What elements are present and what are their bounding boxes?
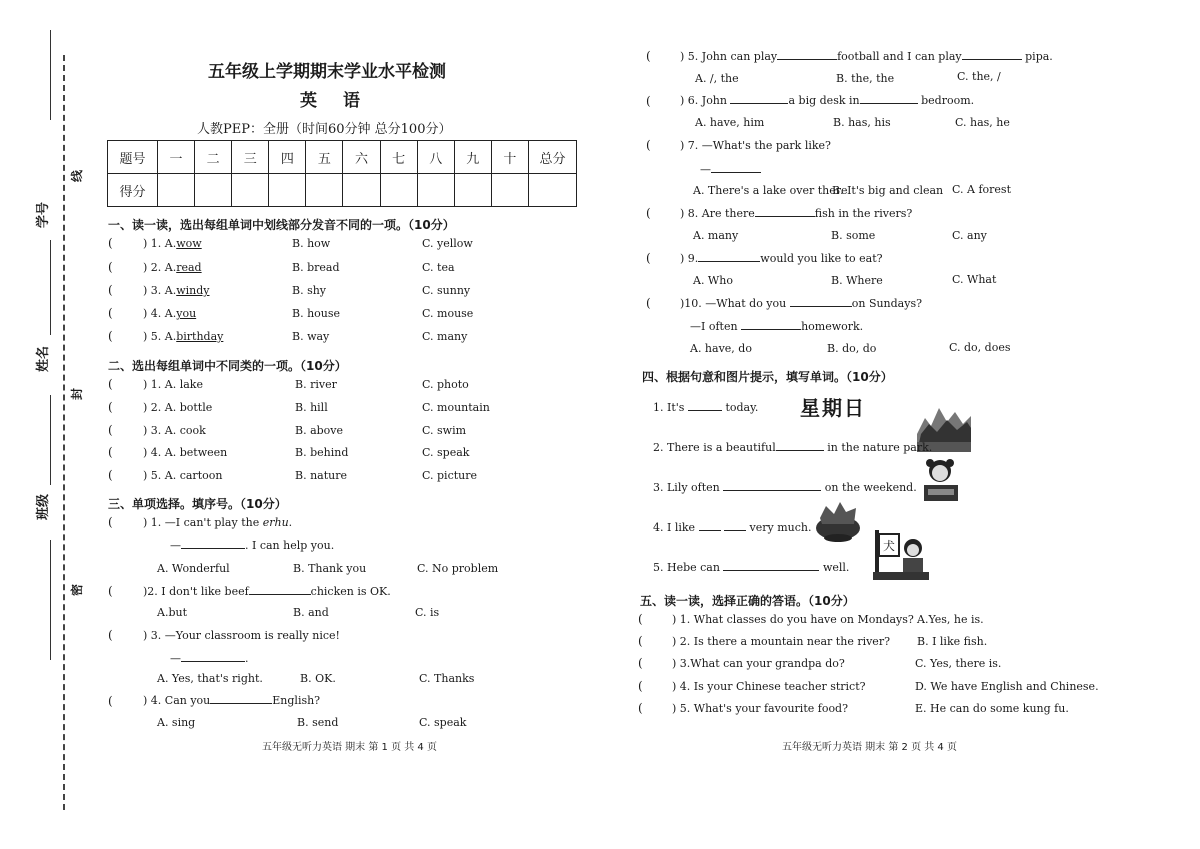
- class-blank-line-2: [50, 540, 51, 660]
- option-b: B. hill: [295, 401, 328, 414]
- fill-blank[interactable]: [860, 94, 918, 104]
- question-number: ) 5. A.birthday: [143, 330, 224, 343]
- question-text: ) 1. —I can't play the erhu.: [143, 516, 293, 529]
- score-cell: 三: [232, 141, 269, 174]
- exam-title: 五年级上学期期末学业水平检测: [208, 62, 446, 82]
- fill-blank[interactable]: [790, 297, 852, 307]
- match-question: ) 3.What can your grandpa do?: [672, 657, 845, 670]
- exam-info: 人教PEP：全册（时间60分钟 总分100分）: [197, 122, 452, 137]
- fill-blank[interactable]: [962, 50, 1022, 60]
- answer-paren[interactable]: (: [108, 445, 113, 459]
- match-answer: D. We have English and Chinese.: [915, 680, 1099, 693]
- seal-char-line: 线: [70, 169, 84, 182]
- option-c: C. the, /: [957, 70, 1001, 83]
- answer-paren[interactable]: (: [638, 656, 643, 670]
- option-a: A. have, him: [695, 116, 765, 129]
- answer-paren[interactable]: (: [108, 377, 113, 391]
- option-c: C. is: [415, 606, 440, 619]
- score-input-cell[interactable]: [529, 174, 577, 207]
- score-cell: 题号: [108, 141, 158, 174]
- fill-blank[interactable]: [698, 252, 760, 262]
- answer-paren[interactable]: (: [108, 628, 113, 642]
- question-text: ) 5. John can play football and I can play pipa.: [680, 50, 1053, 63]
- fill-sentence: 2. There is a beautiful in the nature park.: [653, 441, 933, 454]
- option-c: C. mouse: [422, 307, 474, 320]
- option-a: A. sing: [157, 716, 196, 729]
- answer-paren[interactable]: (: [108, 306, 113, 320]
- answer-paren[interactable]: (: [638, 634, 643, 648]
- score-input-cell[interactable]: [343, 174, 380, 207]
- score-cell: 总分: [529, 141, 577, 174]
- fill-blank[interactable]: [711, 163, 761, 173]
- question-text: —I often homework.: [690, 320, 864, 333]
- option-b: B. Thank you: [293, 562, 367, 575]
- cooking-girl-picture: [918, 455, 968, 503]
- option-c: C. do, does: [949, 341, 1011, 354]
- option-b: B. the, the: [836, 72, 895, 85]
- option-c: C. What: [952, 273, 997, 286]
- fill-sentence: 3. Lily often on the weekend.: [653, 481, 917, 494]
- fill-blank[interactable]: [776, 441, 824, 451]
- option-b: B. house: [292, 307, 341, 320]
- answer-paren[interactable]: (: [646, 251, 651, 265]
- fill-blank[interactable]: [249, 585, 311, 595]
- score-input-cell[interactable]: [306, 174, 343, 207]
- question-number: ) 3. A.windy: [143, 284, 210, 297]
- option-c: C. yellow: [422, 237, 473, 250]
- match-answer: A.Yes, he is.: [917, 613, 984, 626]
- match-question: ) 5. What's your favourite food?: [672, 702, 848, 715]
- seal-char-seal: 封: [70, 387, 84, 400]
- question-text: ) 8. Are there fish in the rivers?: [680, 207, 913, 220]
- score-input-cell[interactable]: [232, 174, 269, 207]
- match-answer: C. Yes, there is.: [915, 657, 1002, 670]
- seal-char-secret: 密: [70, 583, 84, 596]
- question-text: — . I can help you.: [170, 539, 335, 552]
- option-c: C. Thanks: [419, 672, 475, 685]
- option-b: B. behind: [295, 446, 349, 459]
- question-number: ) 1. A.wow: [143, 237, 202, 250]
- option-b: B. OK.: [300, 672, 336, 685]
- fill-blank[interactable]: [755, 207, 815, 217]
- option-b: B. do, do: [827, 342, 877, 355]
- name-label: 姓名: [36, 345, 51, 372]
- option-a: ) 2. A. bottle: [143, 401, 213, 414]
- option-b: B. nature: [295, 469, 347, 482]
- score-cell: 二: [195, 141, 232, 174]
- question-text: — .: [170, 652, 249, 665]
- answer-paren[interactable]: (: [108, 584, 113, 598]
- option-a: A.but: [157, 606, 187, 619]
- score-input-cell[interactable]: [195, 174, 232, 207]
- answer-paren[interactable]: (: [108, 468, 113, 482]
- fill-blank[interactable]: [699, 521, 721, 531]
- score-table: [107, 140, 577, 207]
- answer-paren[interactable]: (: [108, 400, 113, 414]
- answer-paren[interactable]: (: [646, 138, 651, 152]
- fill-sentence: 4. I like very much.: [653, 521, 812, 534]
- score-cell: 七: [380, 141, 417, 174]
- question-text: ) 7. —What's the park like?: [680, 139, 831, 152]
- score-cell: 十: [491, 141, 528, 174]
- section-2-title: 二、选出每组单词中不同类的一项。（10分）: [108, 359, 347, 373]
- section-1-title: 一、读一读，选出每组单词中划线部分发音不同的一项。（10分）: [108, 218, 455, 232]
- answer-paren[interactable]: (: [646, 296, 651, 310]
- question-text: ) 6. John a big desk in bedroom.: [680, 94, 975, 107]
- option-c: C. speak: [422, 446, 470, 459]
- class-blank-line: [50, 395, 51, 485]
- answer-paren[interactable]: (: [108, 260, 113, 274]
- option-b: B. Where: [831, 274, 883, 287]
- option-c: C. A forest: [952, 183, 1011, 196]
- option-a: A. /, the: [695, 72, 739, 85]
- option-a: A. Who: [693, 274, 733, 287]
- option-c: C. speak: [419, 716, 467, 729]
- option-b: B. way: [292, 330, 330, 343]
- score-cell: 九: [454, 141, 491, 174]
- section-3-title: 三、单项选择。填序号。（10分）: [108, 497, 287, 511]
- match-question: ) 2. Is there a mountain near the river?: [672, 635, 890, 648]
- option-a: A. There's a lake over there: [693, 184, 848, 197]
- option-b: B. shy: [292, 284, 327, 297]
- sunday-hint: 星期日: [800, 396, 866, 420]
- option-c: C. has, he: [955, 116, 1010, 129]
- score-row-label: 得分: [108, 174, 158, 207]
- option-c: C. many: [422, 330, 468, 343]
- score-cell: 一: [158, 141, 195, 174]
- seal-dashed-line: [63, 55, 65, 810]
- section-5-title: 五、读一读，选择正确的答语。（10分）: [640, 594, 855, 608]
- answer-paren[interactable]: (: [638, 701, 643, 715]
- page-footer-right: 五年级无听力英语 期末 第 2 页 共 4 页: [782, 742, 957, 753]
- fill-blank[interactable]: [723, 561, 819, 571]
- fill-blank[interactable]: [688, 401, 722, 411]
- score-input-cell[interactable]: [417, 174, 454, 207]
- answer-paren[interactable]: (: [108, 329, 113, 343]
- name-blank-line: [50, 240, 51, 335]
- option-a: A. many: [693, 229, 739, 242]
- fill-blank[interactable]: [181, 652, 245, 662]
- score-cell: 五: [306, 141, 343, 174]
- question-number: ) 2. A.read: [143, 261, 202, 274]
- question-text: ) 4. Can you English?: [143, 694, 321, 707]
- option-b: B. and: [293, 606, 329, 619]
- fill-sentence: 5. Hebe can well.: [653, 561, 850, 574]
- binding-margin: [0, 0, 105, 849]
- fill-blank[interactable]: [730, 94, 788, 104]
- question-text: ) 9. would you like to eat?: [680, 252, 883, 265]
- subject-title: 英语: [300, 91, 386, 111]
- score-cell: 四: [269, 141, 306, 174]
- score-table-header-row: [108, 141, 577, 174]
- option-a: A. Wonderful: [157, 562, 230, 575]
- section-4-title: 四、根据句意和图片提示，填写单词。（10分）: [642, 370, 893, 384]
- score-input-cell[interactable]: [158, 174, 195, 207]
- answer-paren[interactable]: (: [646, 94, 651, 108]
- score-input-cell[interactable]: [380, 174, 417, 207]
- option-a: ) 3. A. cook: [143, 424, 206, 437]
- page-footer-left: 五年级无听力英语 期末 第 1 页 共 4 页: [262, 742, 437, 753]
- question-number: ) 4. A.you: [143, 307, 197, 320]
- score-input-cell[interactable]: [269, 174, 306, 207]
- option-b: B. above: [295, 424, 344, 437]
- option-a: ) 1. A. lake: [143, 378, 203, 391]
- fill-sentence: 1. It's today.: [653, 401, 759, 414]
- option-a: ) 5. A. cartoon: [143, 469, 223, 482]
- answer-paren[interactable]: (: [108, 423, 113, 437]
- option-c: C. mountain: [422, 401, 490, 414]
- option-b: B. has, his: [833, 116, 891, 129]
- fill-blank[interactable]: [210, 694, 272, 704]
- score-input-cell[interactable]: [491, 174, 528, 207]
- match-answer: B. I like fish.: [917, 635, 988, 648]
- match-question: ) 1. What classes do you have on Mondays?: [672, 613, 914, 626]
- match-question: ) 4. Is your Chinese teacher strict?: [672, 680, 866, 693]
- answer-paren[interactable]: (: [108, 515, 113, 529]
- option-b: B. It's big and clean: [832, 184, 944, 197]
- score-cell: 六: [343, 141, 380, 174]
- answer-paren[interactable]: (: [646, 206, 651, 220]
- option-c: C. photo: [422, 378, 469, 391]
- question-text: )2. I don't like beef chicken is OK.: [143, 585, 391, 598]
- match-answer: E. He can do some kung fu.: [915, 702, 1069, 715]
- fill-blank[interactable]: [181, 539, 245, 549]
- option-a: ) 4. A. between: [143, 446, 228, 459]
- option-c: C. No problem: [417, 562, 499, 575]
- option-c: C. picture: [422, 469, 478, 482]
- option-c: C. swim: [422, 424, 467, 437]
- option-b: B. how: [292, 237, 331, 250]
- score-table-score-row: [108, 174, 577, 207]
- option-c: C. tea: [422, 261, 455, 274]
- question-text: —: [700, 163, 761, 176]
- option-b: B. send: [297, 716, 339, 729]
- id-label: 学号: [36, 201, 51, 228]
- fill-blank[interactable]: [777, 50, 837, 60]
- question-text: ) 3. —Your classroom is really nice!: [143, 629, 340, 642]
- answer-paren[interactable]: (: [646, 49, 651, 63]
- fill-blank[interactable]: [741, 320, 801, 330]
- id-blank-line: [50, 30, 51, 120]
- answer-paren[interactable]: (: [108, 283, 113, 297]
- question-text: )10. —What do you on Sundays?: [680, 297, 922, 310]
- answer-paren[interactable]: (: [108, 694, 113, 708]
- option-b: B. bread: [292, 261, 340, 274]
- score-input-cell[interactable]: [454, 174, 491, 207]
- answer-paren[interactable]: (: [108, 236, 113, 250]
- answer-paren[interactable]: (: [638, 679, 643, 693]
- fill-blank[interactable]: [723, 481, 821, 491]
- option-c: C. sunny: [422, 284, 471, 297]
- class-label: 班级: [36, 493, 51, 520]
- option-b: B. river: [295, 378, 337, 391]
- option-a: A. have, do: [690, 342, 752, 355]
- food-bowl-picture: [812, 500, 864, 544]
- option-c: C. any: [952, 229, 987, 242]
- score-cell: 八: [417, 141, 454, 174]
- drawing-girl-picture: [873, 528, 929, 580]
- svg-text:犬: 犬: [883, 539, 896, 553]
- option-a: A. Yes, that's right.: [157, 672, 263, 685]
- answer-paren[interactable]: (: [638, 612, 643, 626]
- fill-blank[interactable]: [724, 521, 746, 531]
- option-b: B. some: [831, 229, 876, 242]
